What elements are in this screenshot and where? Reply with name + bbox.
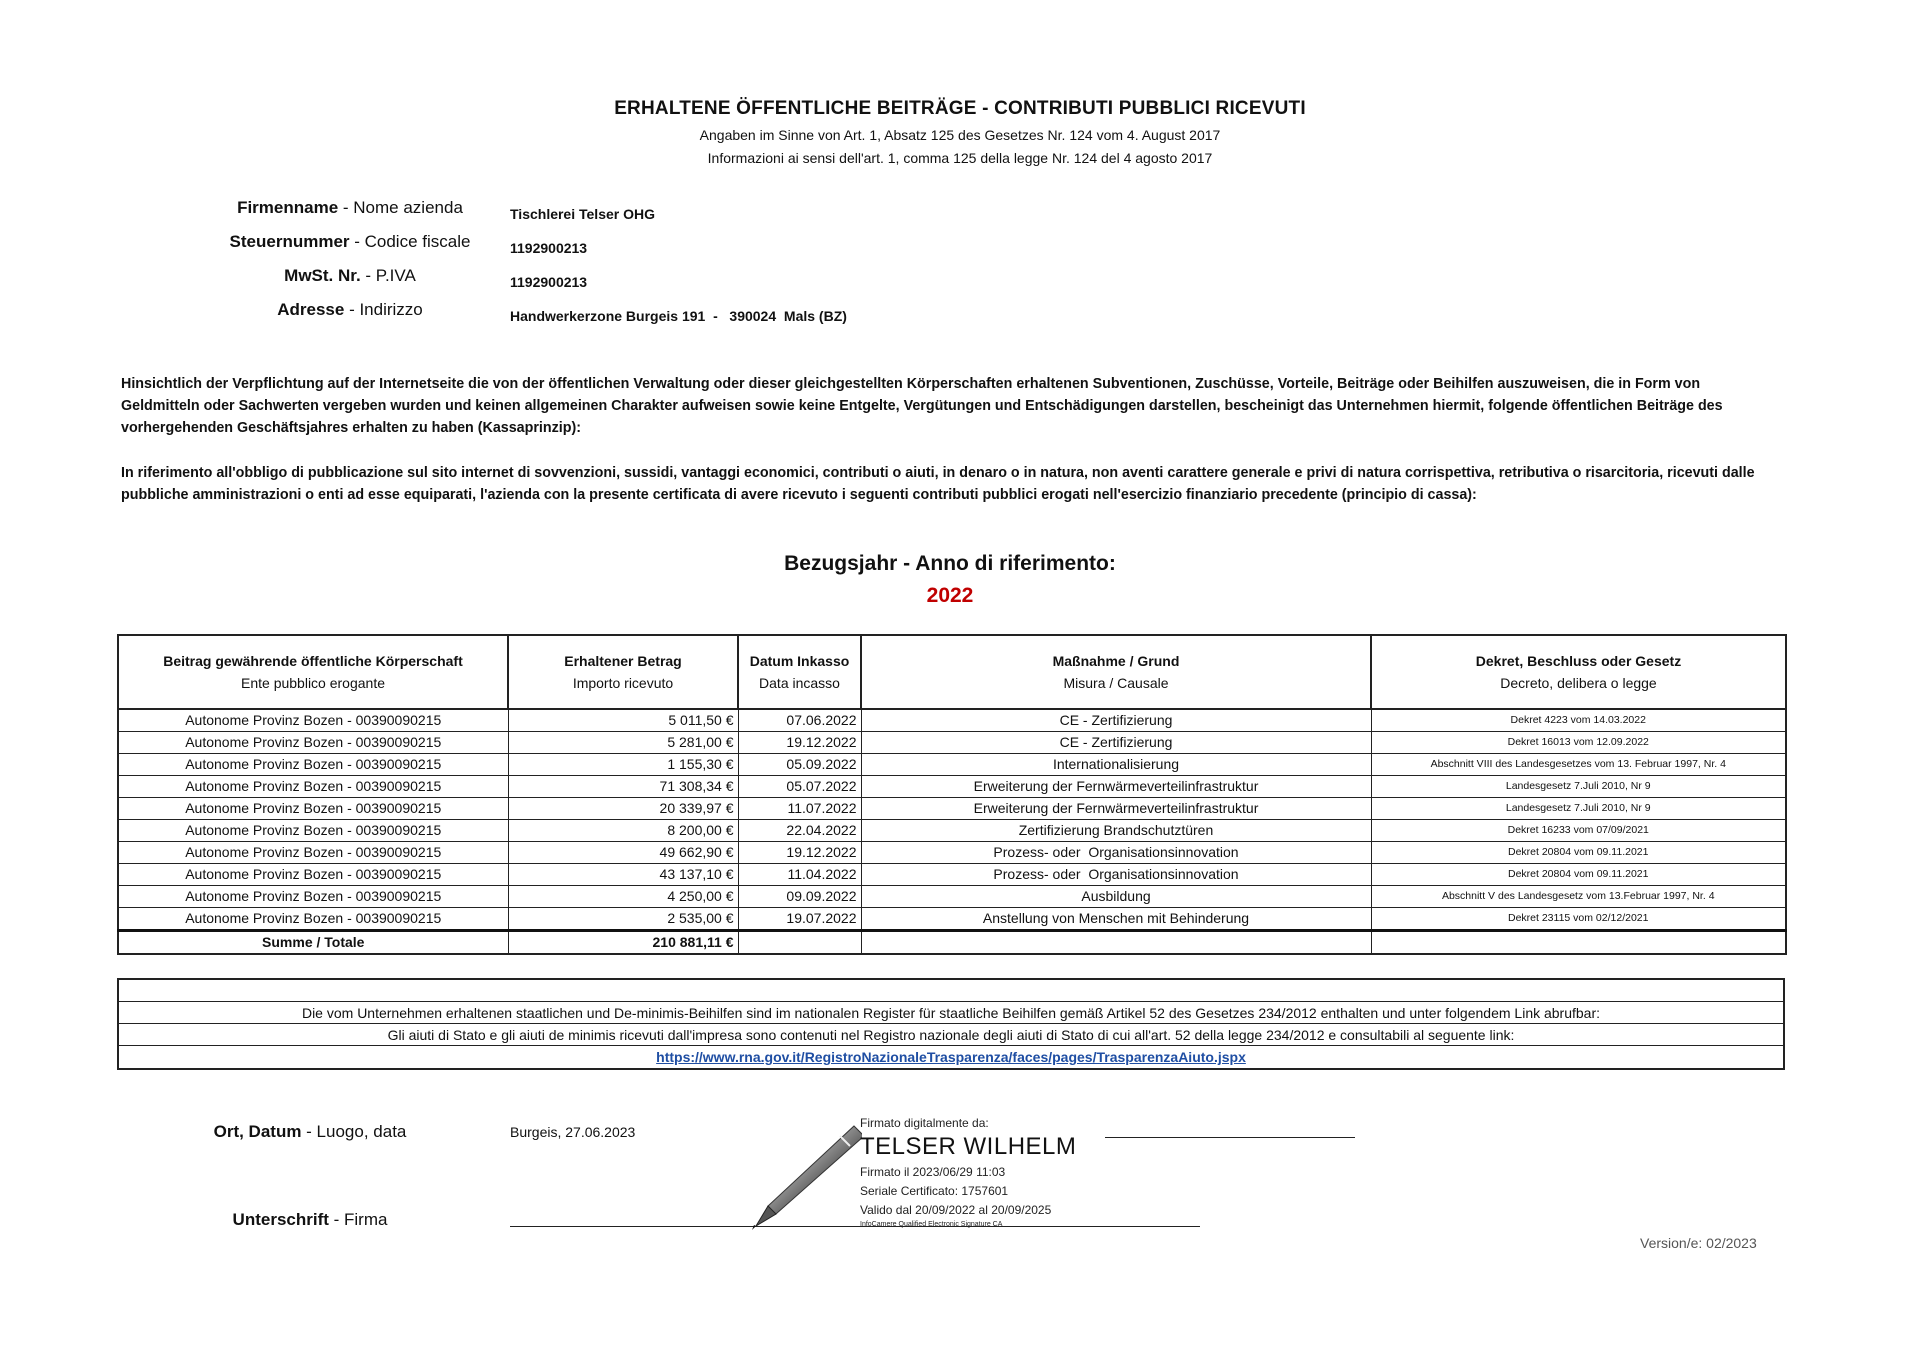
total-amount: 210 881,11 € <box>508 931 738 955</box>
table-row <box>118 820 1786 842</box>
company-name-label: Firmenname - Nome azienda <box>237 198 463 217</box>
cell-amount: 43 137,10 € <box>508 864 738 886</box>
state-aid-register-box <box>117 978 1785 1070</box>
address-value: Handwerkerzone Burgeis 191 - 390024 Mals (BZ) <box>510 308 847 324</box>
header-public-body: Beitrag gewährende öffentliche Körperschaft Ente pubblico erogante <box>118 635 508 709</box>
address-label: Adresse - Indirizzo <box>277 300 423 319</box>
cell-public-body: Autonome Provinz Bozen - 00390090215 <box>118 754 508 776</box>
cell-legal-basis: Abschnitt V des Landesgesetz vom 13.Februar 1997, Nr. 4 <box>1371 886 1786 908</box>
cell-measure: Prozess- oder Organisationsinnovation <box>861 842 1371 864</box>
header-measure: Maßnahme / Grund Misura / Causale <box>861 635 1371 709</box>
cell-public-body: Autonome Provinz Bozen - 00390090215 <box>118 798 508 820</box>
table-row <box>118 798 1786 820</box>
cell-measure: Anstellung von Menschen mit Behinderung <box>861 908 1371 931</box>
dsig-signer-name: TELSER WILHELM <box>860 1133 1077 1160</box>
cell-amount: 71 308,34 € <box>508 776 738 798</box>
register-link-row <box>119 1045 1783 1068</box>
signature-label: Unterschrift - Firma <box>232 1210 388 1229</box>
cell-amount: 4 250,00 € <box>508 886 738 908</box>
cell-public-body: Autonome Provinz Bozen - 00390090215 <box>118 820 508 842</box>
cell-date: 05.09.2022 <box>738 754 861 776</box>
cell-public-body: Autonome Provinz Bozen - 00390090215 <box>118 732 508 754</box>
declaration-de: Hinsichtlich der Verpflichtung auf der Internetseite die von der öffentlichen Verwaltung oder dieser gleichgestellten Körperschaften erhaltenen Subventionen, Zuschüsse, Vorteile, Beiträge oder Beihilfen auszuweisen, die in Form von Geldmitteln oder Sachwerten vergeben wurden und keinen allgemeinen Charakter aufweisen sowie keine Entgelte, Vergütungen und Entschädigungen darstellen, bescheinigt das Unternehmen hiermit, folgende öffentlichen Beiträge des vorhergehenden Geschäftsjahres erhalten zu haben (Kassaprinzip): <box>121 376 1723 436</box>
cell-public-body: Autonome Provinz Bozen - 00390090215 <box>118 864 508 886</box>
document-title: ERHALTENE ÖFFENTLICHE BEITRÄGE - CONTRIBUTI PUBBLICI RICEVUTI <box>614 98 1306 119</box>
table-row <box>118 842 1786 864</box>
table-row <box>118 754 1786 776</box>
declaration-it: In riferimento all'obbligo di pubblicazione sul sito internet di sovvenzioni, sussidi, vantaggi economici, contributi o aiuti, in denaro o in natura, non aventi carattere generale e privi di natura corrispettiva, retributiva o risarcitoria, ricevuti dalle pubbliche amministrazioni o enti ad esse equiparati, l'azienda con la presente certificata di avere ricevuto i seguenti contributi pubblici erogati nell'esercizio finanziario precedente (principio di cassa): <box>121 465 1755 503</box>
cell-measure: Internationalisierung <box>861 754 1371 776</box>
cell-amount: 8 200,00 € <box>508 820 738 842</box>
table-row <box>118 709 1786 732</box>
header-amount: Erhaltener Betrag Importo ricevuto <box>508 635 738 709</box>
register-text-it: Gli aiuti di Stato e gli aiuti de minimis ricevuti dall'impresa sono contenuti nel Registro nazionale degli aiuti di Stato di cui all'art. 52 della legge 234/2012 e consultabili al seguente link: <box>119 1023 1783 1046</box>
dsig-ca: InfoCamere Qualified Electronic Signature CA <box>860 1221 1003 1228</box>
cell-date: 11.07.2022 <box>738 798 861 820</box>
company-name-value: Tischlerei Telser OHG <box>510 206 655 222</box>
place-date-label: Ort, Datum - Luogo, data <box>213 1122 407 1141</box>
table-row <box>118 776 1786 798</box>
reference-year-value: 2022 <box>926 584 974 607</box>
cell-legal-basis: Dekret 16013 vom 12.09.2022 <box>1371 732 1786 754</box>
cell-legal-basis: Dekret 16233 vom 07/09/2021 <box>1371 820 1786 842</box>
digital-signature-block <box>860 1114 1076 1230</box>
header-date: Datum Inkasso Data incasso <box>738 635 861 709</box>
table-row <box>118 908 1786 931</box>
version-label: Version/e: 02/2023 <box>1640 1235 1757 1251</box>
cell-legal-basis: Landesgesetz 7.Juli 2010, Nr 9 <box>1371 798 1786 820</box>
contributions-table <box>117 634 1787 955</box>
cell-date: 19.07.2022 <box>738 908 861 931</box>
table-row <box>118 732 1786 754</box>
cell-measure: Erweiterung der Fernwärmeverteilinfrastruktur <box>861 798 1371 820</box>
cell-legal-basis: Dekret 23115 vom 02/12/2021 <box>1371 908 1786 931</box>
cell-date: 19.12.2022 <box>738 842 861 864</box>
cell-measure: Prozess- oder Organisationsinnovation <box>861 864 1371 886</box>
tax-code-label: Steuernummer - Codice fiscale <box>229 232 471 251</box>
total-empty-cell <box>1371 931 1786 955</box>
dsig-heading: Firmato digitalmente da: <box>860 1116 989 1130</box>
table-row <box>118 864 1786 886</box>
dsig-validity: Valido dal 20/09/2022 al 20/09/2025 <box>860 1203 1052 1217</box>
cell-public-body: Autonome Provinz Bozen - 00390090215 <box>118 908 508 931</box>
vat-number-label: MwSt. Nr. - P.IVA <box>284 266 416 285</box>
cell-date: 09.09.2022 <box>738 886 861 908</box>
tax-code-value: 1192900213 <box>510 240 588 256</box>
cell-legal-basis: Abschnitt VIII des Landesgesetzes vom 13. Februar 1997, Nr. 4 <box>1371 754 1786 776</box>
cell-date: 22.04.2022 <box>738 820 861 842</box>
cell-amount: 49 662,90 € <box>508 842 738 864</box>
cell-date: 11.04.2022 <box>738 864 861 886</box>
total-empty-cell <box>738 931 861 955</box>
place-date-value: Burgeis, 27.06.2023 <box>510 1124 636 1140</box>
register-text-de: Die vom Unternehmen erhaltenen staatlichen und De-minimis-Beihilfen sind im nationalen Register für staatliche Beihilfen gemäß Artikel 52 des Gesetzes 234/2012 enthalten und unter folgendem Link abrufbar: <box>119 1001 1783 1024</box>
cell-public-body: Autonome Provinz Bozen - 00390090215 <box>118 842 508 864</box>
vat-number-value: 1192900213 <box>510 274 588 290</box>
cell-legal-basis: Dekret 20804 vom 09.11.2021 <box>1371 864 1786 886</box>
cell-date: 05.07.2022 <box>738 776 861 798</box>
dsig-serial: Seriale Certificato: 1757601 <box>860 1184 1009 1198</box>
header-legal-basis: Dekret, Beschluss oder Gesetz Decreto, delibera o legge <box>1371 635 1786 709</box>
signature-line-secondary <box>1105 1137 1355 1138</box>
cell-amount: 5 281,00 € <box>508 732 738 754</box>
total-label: Summe / Totale <box>118 931 508 955</box>
cell-legal-basis: Dekret 20804 vom 09.11.2021 <box>1371 842 1786 864</box>
cell-public-body: Autonome Provinz Bozen - 00390090215 <box>118 886 508 908</box>
cell-legal-basis: Dekret 4223 vom 14.03.2022 <box>1371 709 1786 732</box>
cell-public-body: Autonome Provinz Bozen - 00390090215 <box>118 776 508 798</box>
cell-measure: Erweiterung der Fernwärmeverteilinfrastruktur <box>861 776 1371 798</box>
register-link[interactable]: https://www.rna.gov.it/RegistroNazionaleTrasparenza/faces/pages/TrasparenzaAiuto.jspx <box>656 1049 1246 1065</box>
cell-measure: CE - Zertifizierung <box>861 732 1371 754</box>
table-header-row <box>118 635 1786 709</box>
cell-amount: 2 535,00 € <box>508 908 738 931</box>
cell-public-body: Autonome Provinz Bozen - 00390090215 <box>118 709 508 732</box>
pen-icon <box>742 1122 862 1232</box>
cell-amount: 1 155,30 € <box>508 754 738 776</box>
reference-year-label: Bezugsjahr - Anno di riferimento: <box>784 552 1116 575</box>
document-subtitle-de: Angaben im Sinne von Art. 1, Absatz 125 des Gesetzes Nr. 124 vom 4. August 2017 <box>699 127 1221 143</box>
table-row <box>118 886 1786 908</box>
cell-amount: 20 339,97 € <box>508 798 738 820</box>
cell-measure: Ausbildung <box>861 886 1371 908</box>
cell-measure: CE - Zertifizierung <box>861 709 1371 732</box>
table-total-row <box>118 931 1786 955</box>
total-empty-cell <box>861 931 1371 955</box>
cell-date: 19.12.2022 <box>738 732 861 754</box>
cell-date: 07.06.2022 <box>738 709 861 732</box>
cell-legal-basis: Landesgesetz 7.Juli 2010, Nr 9 <box>1371 776 1786 798</box>
dsig-signed-on: Firmato il 2023/06/29 11:03 <box>860 1165 1006 1179</box>
document-subtitle-it: Informazioni ai sensi dell'art. 1, comma 125 della legge Nr. 124 del 4 agosto 2017 <box>707 150 1213 166</box>
cell-measure: Zertifizierung Brandschutztüren <box>861 820 1371 842</box>
cell-amount: 5 011,50 € <box>508 709 738 732</box>
